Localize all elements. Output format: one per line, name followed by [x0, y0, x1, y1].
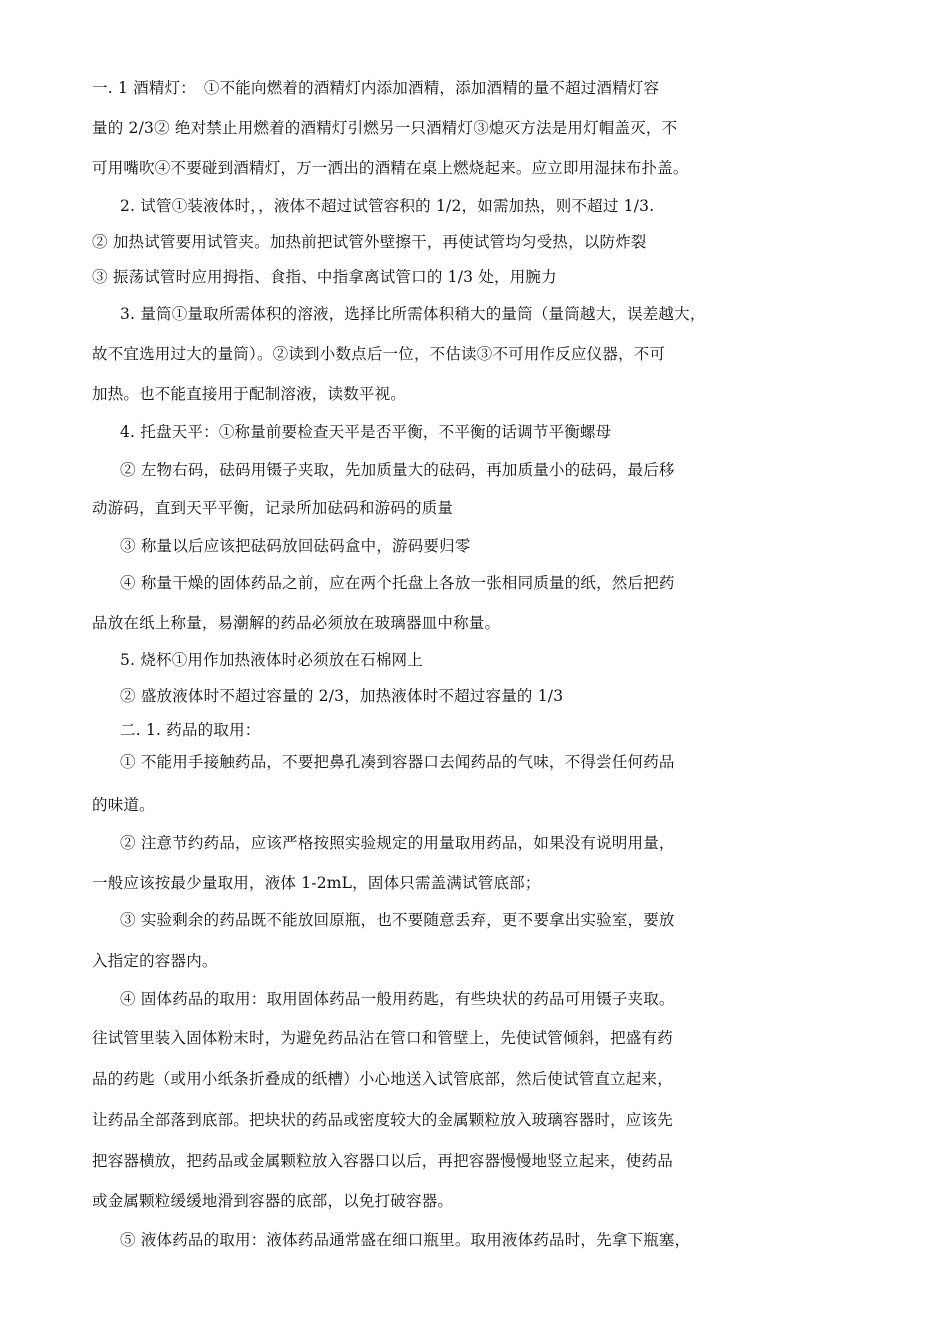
text-line: 往试管里装入固体粉末时，为避免药品沾在管口和管壁上，先使试管倾斜，把盛有药: [92, 1029, 673, 1047]
text-line: ② 加热试管要用试管夹。加热前把试管外壁擦干，再使试管均匀受热，以防炸裂: [92, 233, 647, 251]
text-line: 的味道。: [92, 796, 155, 814]
text-line: ③ 称量以后应该把砝码放回砝码盒中，游码要归零: [120, 537, 471, 555]
text-line: 可用嘴吹④不要碰到酒精灯，万一洒出的酒精在桌上燃烧起来。应立即用湿抹布扑盖。: [92, 159, 689, 177]
text-line: 加热。也不能直接用于配制溶液，读数平视。: [92, 385, 407, 403]
text-line: 把容器横放，把药品或金属颗粒放入容器口以后，再把容器慢慢地竖立起来，使药品: [92, 1152, 673, 1170]
text-line: ① 不能用手接触药品，不要把鼻孔凑到容器口去闻药品的气味，不得尝任何药品: [120, 753, 675, 771]
text-line: ③ 实验剩余的药品既不能放回原瓶，也不要随意丢弃，更不要拿出实验室，要放: [120, 911, 675, 929]
text-line: ② 盛放液体时不超过容量的 2/3，加热液体时不超过容量的 1/3: [120, 687, 564, 705]
text-line: 4. 托盘天平：①称量前要检查天平是否平衡，不平衡的话调节平衡螺母: [120, 423, 612, 441]
text-line: 品放在纸上称量，易潮解的药品必须放在玻璃器皿中称量。: [92, 614, 501, 632]
text-line: 一般应该按最少量取用，液体 1-2mL，固体只需盖满试管底部；: [92, 874, 541, 892]
text-line: 5. 烧杯①用作加热液体时必须放在石棉网上: [120, 651, 423, 669]
text-line: 动游码，直到天平平衡，记录所加砝码和游码的质量: [92, 499, 454, 517]
text-line: ③ 振荡试管时应用拇指、食指、中指拿离试管口的 1/3 处，用腕力: [92, 268, 557, 286]
text-line: 2. 试管①装液体时，，液体不超过试管容积的 1/2，如需加热，则不超过 1/3.: [120, 197, 655, 215]
text-line: ② 左物右码，砝码用镊子夹取，先加质量大的砝码，再加质量小的砝码，最后移: [120, 461, 675, 479]
text-line: 品的药匙（或用小纸条折叠成的纸槽）小心地送入试管底部，然后使试管直立起来，: [92, 1070, 673, 1088]
text-line: 量的 2/3② 绝对禁止用燃着的酒精灯引燃另一只酒精灯③熄灭方法是用灯帽盖灭，不: [92, 119, 678, 137]
text-line: 故不宜选用过大的量筒）。②读到小数点后一位，不估读③不可用作反应仪器，不可: [92, 345, 666, 363]
text-line: 让药品全部落到底部。把块状的药品或密度较大的金属颗粒放入玻璃容器时，应该先: [92, 1111, 673, 1129]
text-line: 3. 量筒①量取所需体积的溶液，选择比所需体积稍大的量筒（量筒越大，误差越大，: [120, 305, 706, 323]
text-line: 一. 1 酒精灯： ①不能向燃着的酒精灯内添加酒精，添加酒精的量不超过酒精灯容: [92, 79, 660, 97]
text-line: 或金属颗粒缓缓地滑到容器的底部，以免打破容器。: [92, 1192, 454, 1210]
text-line: ② 注意节约药品，应该严格按照实验规定的用量取用药品，如果没有说明用量，: [120, 834, 675, 852]
text-line: ⑤ 液体药品的取用：液体药品通常盛在细口瓶里。取用液体药品时，先拿下瓶塞，: [120, 1231, 691, 1249]
text-line: ④ 称量干燥的固体药品之前，应在两个托盘上各放一张相同质量的纸，然后把药: [120, 574, 675, 592]
text-line: 入指定的容器内。: [92, 952, 218, 970]
text-line: 二. 1. 药品的取用：: [120, 721, 261, 739]
text-line: ④ 固体药品的取用：取用固体药品一般用药匙，有些块状的药品可用镊子夹取。: [120, 990, 675, 1008]
